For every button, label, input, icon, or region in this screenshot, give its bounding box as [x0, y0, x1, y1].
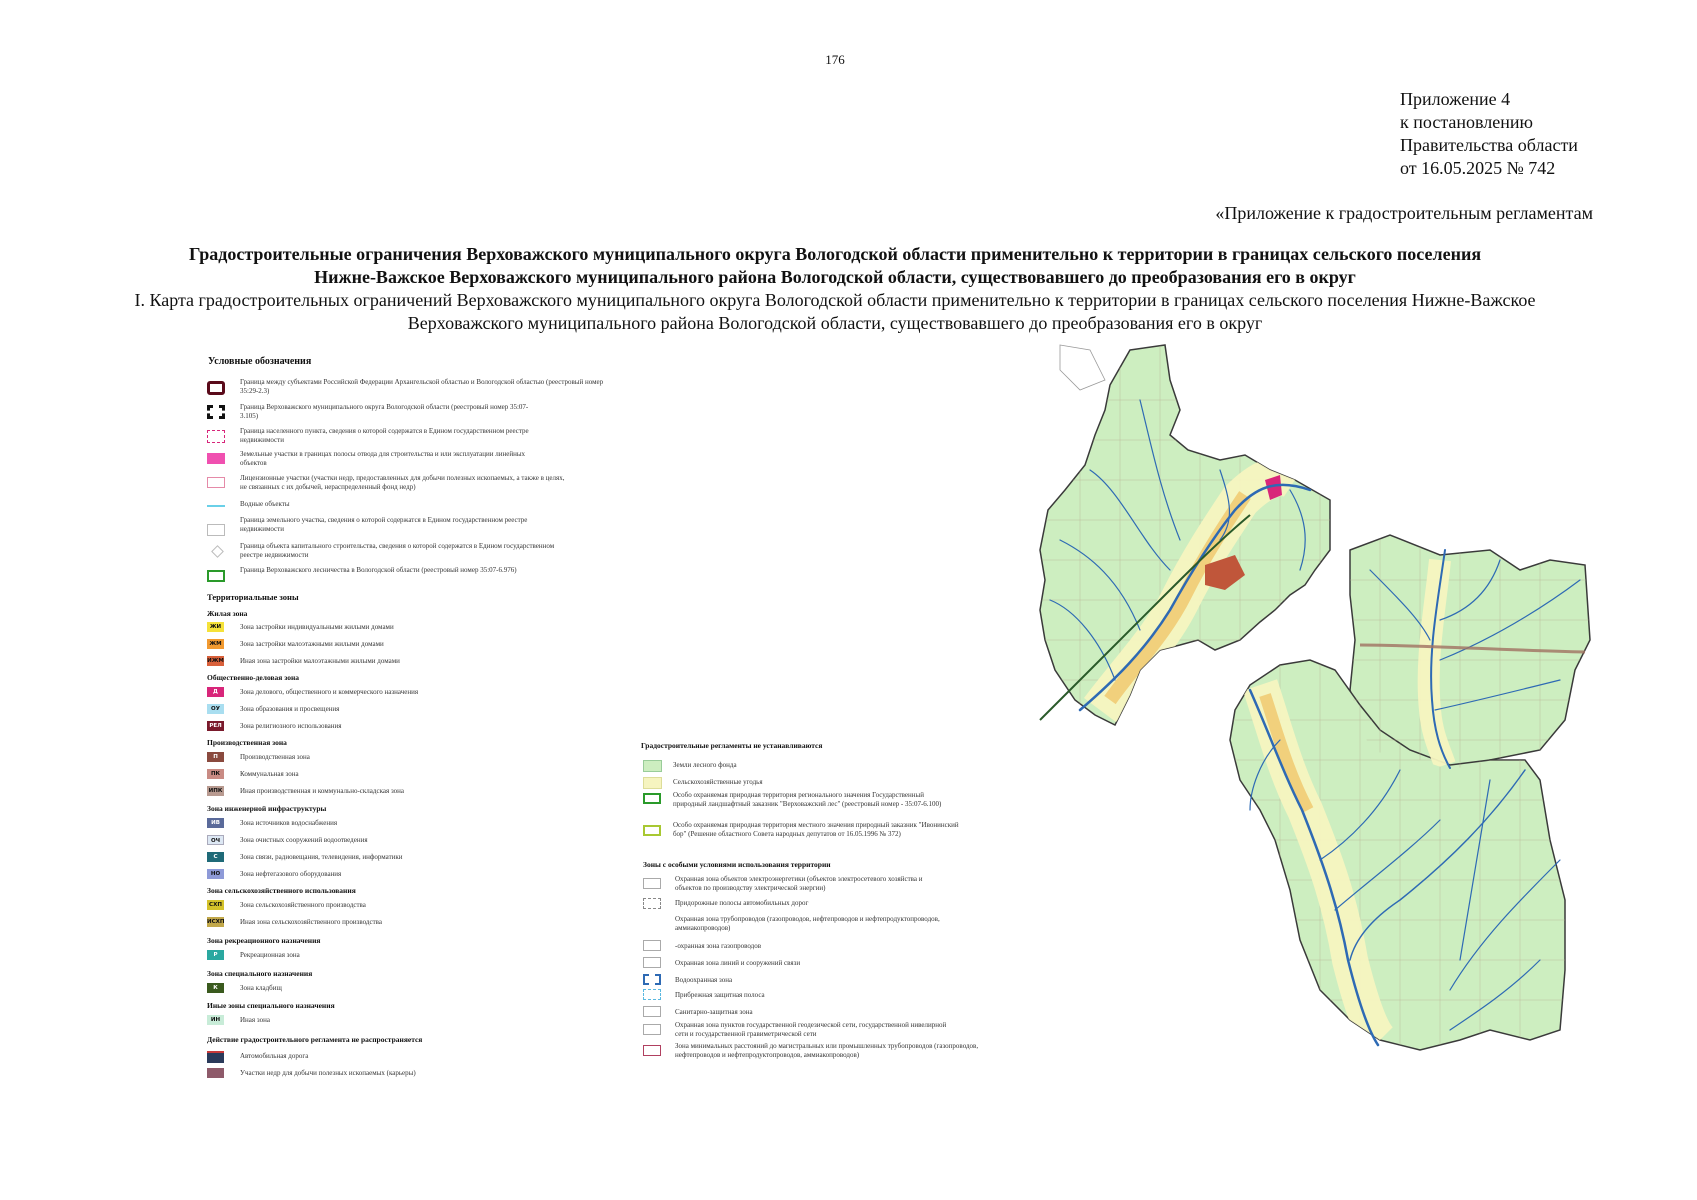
legend-item-text: Граница земельного участка, сведения о которой содержатся в Едином государственном реестре недвижимости	[240, 516, 528, 533]
power-zone-swatch	[643, 878, 661, 889]
engineering-zone-title: Зона инженерной инфраструктуры	[207, 804, 327, 813]
agricultural-zone-title: Зона сельскохозяйственного использования	[207, 886, 356, 895]
legend-item-text: Зона минимальных расстояний до магистральных или промышленных трубопроводов (газопроводов, нефтепроводов и нефтепродуктопроводов, аммиакопроводов)	[675, 1042, 979, 1059]
communication-zone-swatch	[643, 957, 661, 968]
appendix-block	[1400, 88, 1578, 180]
legend-item-text: Прибрежная защитная полоса	[675, 991, 765, 999]
legend-item-text: Граница между субъектами Российской Федерации Архангельской областью и Вологодской областью (реестровый номер 35:29-2.3)	[240, 378, 604, 395]
quarry-swatch	[207, 1068, 224, 1078]
legend-item-text: Земельные участки в границах полосы отвода для строительства и или эксплуатации линейных объектов	[240, 450, 526, 467]
legend-item-text: Иная зона	[240, 1016, 270, 1024]
zone-swatch-rel: РЕЛ	[207, 721, 224, 731]
legend-item-text: Зона образования и просвещения	[240, 705, 340, 713]
zone-swatch-izhm: ИЖМ	[207, 658, 224, 664]
residential-zone-title: Жилая зона	[207, 609, 248, 618]
regulations-title: «Приложение к градостроительным регламентам	[1215, 203, 1593, 223]
recreation-zone-title: Зона рекреационного назначения	[207, 936, 321, 945]
zone-swatch-zhm: ЖМ	[207, 639, 224, 649]
legend-item-text: Граница Верховажского муниципального округа Вологодской области (реестровый номер 35:07-3.105)	[240, 403, 529, 420]
zone-swatch-ou: ОУ	[207, 704, 224, 714]
heading-line: Верховажского муниципального района Вологодской области, существовавшего до преобразования его в округ	[407, 313, 1263, 333]
legend-item-text: Граница населенного пункта, сведения о которой содержатся в Едином государственном реестре недвижимости	[240, 427, 529, 444]
heading-bold-line: Градостроительные ограничения Верховажского муниципального округа Вологодской области применительно к территории в границах сельского поселения	[188, 244, 1482, 264]
legend-item-text: Иная производственная и коммунально-складская зона	[240, 787, 405, 795]
license-areas-swatch	[207, 477, 225, 488]
legend-item-text: Зона застройки индивидуальными жилыми домами	[240, 623, 394, 631]
zone-swatch-ishp: ИСХП	[207, 919, 224, 925]
zone-swatch-in: ИН	[207, 1015, 224, 1025]
public-zone-title: Общественно-деловая зона	[207, 673, 300, 682]
district-boundary-swatch	[207, 405, 225, 419]
neighbour-outline	[1060, 345, 1105, 390]
local-protected-area-swatch	[643, 825, 661, 836]
legend-item-text: Зона очистных сооружений водоотведения	[240, 836, 368, 844]
legend-item-text: Охранная зона линий и сооружений связи	[675, 959, 801, 967]
appendix-line: от 16.05.2025 № 742	[1400, 158, 1556, 178]
legend-item-text: Зона нефтегазового оборудования	[240, 870, 342, 878]
legend-item-text: Участки недр для добычи полезных ископаемых (карьеры)	[240, 1069, 416, 1077]
zone-swatch-ipk: ИПК	[208, 788, 223, 794]
other-zone-title: Иные зоны специального назначения	[207, 1001, 335, 1010]
settlement-boundary-swatch	[207, 430, 225, 443]
sanitary-zone-swatch	[643, 1006, 661, 1017]
zone-swatch-r: Р	[207, 950, 224, 960]
zone-swatch-shp: СХП	[207, 900, 224, 910]
min-distance-zone-swatch	[643, 1045, 661, 1056]
gas-pipeline-swatch	[643, 940, 661, 951]
legend-item-text: Иная зона сельскохозяйственного производства	[240, 918, 382, 926]
legend-item-text: Зона застройки малоэтажными жилыми домами	[240, 640, 384, 648]
appendix-line: Приложение 4	[1400, 89, 1511, 109]
legend-item-text: Охранная зона пунктов государственной геодезической сети, государственной нивелирной сети и государственной гравиметрической сети	[675, 1021, 947, 1038]
legend-item-text: Особо охраняемая природная территория регионального значения Государственный природный ландшафтный заказник "Верховажский лес" (реестровый номер - 35:07-6.100)	[673, 791, 942, 808]
zone-swatch-s: С	[207, 852, 224, 862]
not-applied-title: Действие градостроительного регламента не распространяется	[207, 1035, 423, 1044]
industrial-zone-title: Производственная зона	[207, 738, 287, 747]
territory-map	[1020, 340, 1600, 1080]
legend-item-text: Придорожные полосы автомобильных дорог	[675, 899, 809, 907]
water-objects-swatch	[207, 505, 225, 507]
legend-item-text: Зона кладбищ	[240, 984, 282, 992]
document-heading	[60, 243, 1610, 335]
heading-bold-line: Нижне-Важское Верховажского муниципального района Вологодской области, существовавшего до преобразования его в округ	[314, 267, 1356, 287]
forest-fund-swatch	[643, 760, 662, 772]
geodetic-zone-swatch	[643, 1024, 661, 1035]
legend-item-text: Санитарно-защитная зона	[675, 1008, 753, 1016]
legend-item-text: Граница объекта капитального строительства, сведения о которой содержатся в Едином государственном реестре недвижимости	[240, 542, 555, 559]
special-zone-title: Зона специального назначения	[207, 969, 313, 978]
zone-swatch-d: Д	[207, 687, 224, 697]
linear-objects-swatch	[207, 453, 225, 464]
zone-swatch-iv: ИВ	[207, 818, 224, 828]
legend-item-text: Сельскохозяйственные угодья	[673, 778, 763, 786]
zone-swatch-p: П	[207, 752, 224, 762]
legend-item-text: Особо охраняемая природная территория местного значения природный заказник "Ивонинский бор" (Решение областного Совета народных депутатов от 16.05.1996 № 372)	[673, 821, 959, 838]
legend-item-text: Автомобильная дорога	[240, 1052, 309, 1060]
road-swatch	[207, 1051, 224, 1063]
legend-item-text: Земли лесного фонда	[673, 761, 737, 769]
water-protection-swatch	[643, 974, 661, 985]
legend-item-text: Зона религиозного использования	[240, 722, 342, 730]
regional-protected-area-swatch	[643, 793, 661, 804]
legend-item-text: Охранная зона объектов электроэнергетики (объектов электросетевого хозяйства и объектов по производству электрической энергии)	[675, 875, 923, 892]
territorial-zones-title: Территориальные зоны	[207, 592, 299, 602]
legend-item-text: Зона сельскохозяйственного производства	[240, 901, 366, 909]
legend-item-text: Зона связи, радиовещания, телевидения, информатики	[240, 853, 403, 861]
legend-item-text: Водные объекты	[240, 500, 290, 508]
zone-swatch-pk: ПК	[207, 769, 224, 779]
legend-item-text: -охранная зона газопроводов	[675, 942, 762, 950]
appendix-line: Правительства области	[1400, 135, 1578, 155]
legend-item-text: Граница Верховажского лесничества в Вологодской области (реестровый номер 35:07-6.976)	[240, 566, 517, 574]
zone-swatch-k: К	[207, 983, 224, 993]
farmland-swatch	[643, 777, 662, 789]
subject-boundary-swatch	[207, 381, 225, 395]
zone-swatch-och: ОЧ	[207, 835, 224, 845]
legend-item-text: Водоохранная зона	[675, 976, 733, 984]
legend-item-text: Зона делового, общественного и коммерческого назначения	[240, 688, 419, 696]
zone-swatch-no: НО	[207, 869, 224, 879]
appendix-line: к постановлению	[1400, 112, 1533, 132]
land-plot-swatch	[207, 524, 225, 536]
legend-item-text: Лицензионные участки (участки недр, предоставленных для добычи полезных ископаемых, а также в целях, не связанных с их добычей, нераспределенный фонд недр)	[240, 474, 565, 491]
legend-item-text: Охранная зона трубопроводов (газопроводов, нефтепроводов и нефтепродуктопроводов, аммиакопроводов)	[675, 915, 940, 932]
regulations-not-established-title: Градостроительные регламенты не устанавливаются	[641, 741, 823, 750]
legend-title: Условные обозначения	[208, 356, 312, 367]
forestry-boundary-swatch	[207, 570, 225, 582]
legend-item-text: Производственная зона	[240, 753, 310, 761]
roadside-strip-swatch	[643, 898, 661, 909]
legend-item-text: Иная зона застройки малоэтажными жилыми домами	[240, 657, 400, 665]
coastal-strip-swatch	[643, 989, 661, 1000]
heading-line: I. Карта градостроительных ограничений Верховажского муниципального округа Вологодской области применительно к территории в границах сельского поселения Нижне-Важское	[134, 290, 1536, 310]
building-swatch	[211, 545, 224, 558]
legend-item-text: Зона источников водоснабжения	[240, 819, 338, 827]
page-number: 176	[825, 52, 845, 67]
legend-item-text: Рекреационная зона	[240, 951, 300, 959]
special-conditions-title: Зоны с особыми условиями использования территории	[643, 860, 831, 869]
zone-swatch-zhi: ЖИ	[207, 622, 224, 632]
legend-item-text: Коммунальная зона	[240, 770, 299, 778]
